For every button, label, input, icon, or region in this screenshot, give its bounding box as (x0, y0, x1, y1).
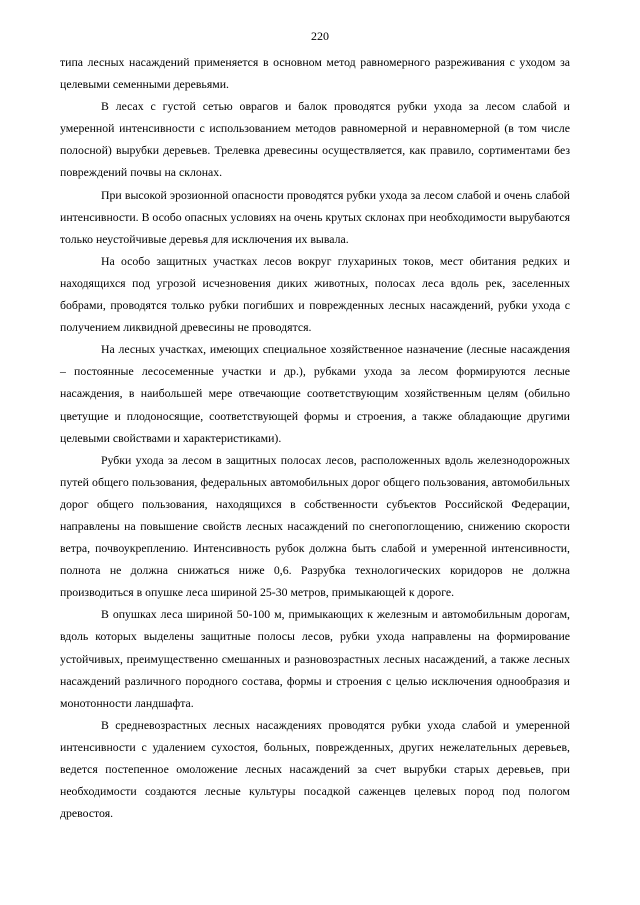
paragraph-special-purpose: На лесных участках, имеющих специальное хозяйственное назначение (лесные насаждения – постоянные лесосеменные участки и др.), рубками ухода за лесом формируются лесные насаждения, в наибольшей мере отвечающие соответствующим хозяйственным целям (обильно цветущие и плодоносящие, соответствующей формы и строения, а также обладающие другими целевыми свойствами и характеристиками). (60, 342, 570, 445)
paragraph-forest-edges: В опушках леса шириной 50-100 м, примыкающих к железным и автомобильным дорогам, вдоль которых выделены защитные полосы лесов, рубки ухода направлены на формирование устойчивых, преимущественно смешанных и разновозрастных лесных насаждений, а также лесных насаждений различного породного состава, формы и строения с целью исключения однообразия и монотонности ландшафта. (60, 607, 570, 710)
paragraph-middle-aged-stands: В средневозрастных лесных насаждениях проводятся рубки ухода слабой и умеренной интенсивности с удалением сухостоя, больных, поврежденных, других нежелательных деревьев, ведется постепенное омоложение лесных насаждений за счет вырубки старых деревьев, при необходимости создаются лесные культуры посадкой саженцев целевых пород под пологом древостоя. (60, 717, 570, 821)
paragraph-ravines: В лесах с густой сетью оврагов и балок проводятся рубки ухода за лесом слабой и умеренной интенсивности с использованием методов равномерной и неравномерной (в том числе полосной) вырубки деревьев. Трелевка древесины осуществляется, как правило, сортиментами без повреждений почвы на склонах. (60, 99, 570, 180)
paragraph-erosion: При высокой эрозионной опасности проводятся рубки ухода за лесом слабой и очень слабой интенсивности. В особо опасных условиях на очень крутых склонах при необходимости вырубаются только неустойчивые деревья для исключения их вывала. (60, 187, 570, 246)
page-body (60, 51, 570, 824)
paragraph-protective-strips: Рубки ухода за лесом в защитных полосах лесов, расположенных вдоль железнодорожных путей общего пользования, федеральных автомобильных дорог общего пользования, автомобильных дорог общего пользования, находящихся в собственности субъектов Российской Федерации, направлены на повышение свойств лесных насаждений по снегопоглощению, снижению скорости ветра, почвоукреплению. Интенсивность рубок должна быть слабой и умеренной интенсивности, полнота не должна снижаться ниже 0,6. Разрубка технологических коридоров не должна производиться в опушке леса шириной 25-30 метров, примыкающей к дороге. (60, 452, 570, 600)
page-number: 220 (311, 29, 329, 43)
paragraph-continued: типа лесных насаждений применяется в основном метод равномерного разреживания с уходом за целевыми семенными деревьями. (60, 55, 570, 92)
paragraph-protected-areas: На особо защитных участках лесов вокруг глухариных токов, мест обитания редких и находящихся под угрозой исчезновения диких животных, полосах леса вдоль рек, заселенных бобрами, проводятся только рубки погибших и поврежденных лесных насаждений, рубки ухода с получением ликвидной древесины не проводятся. (60, 253, 570, 335)
